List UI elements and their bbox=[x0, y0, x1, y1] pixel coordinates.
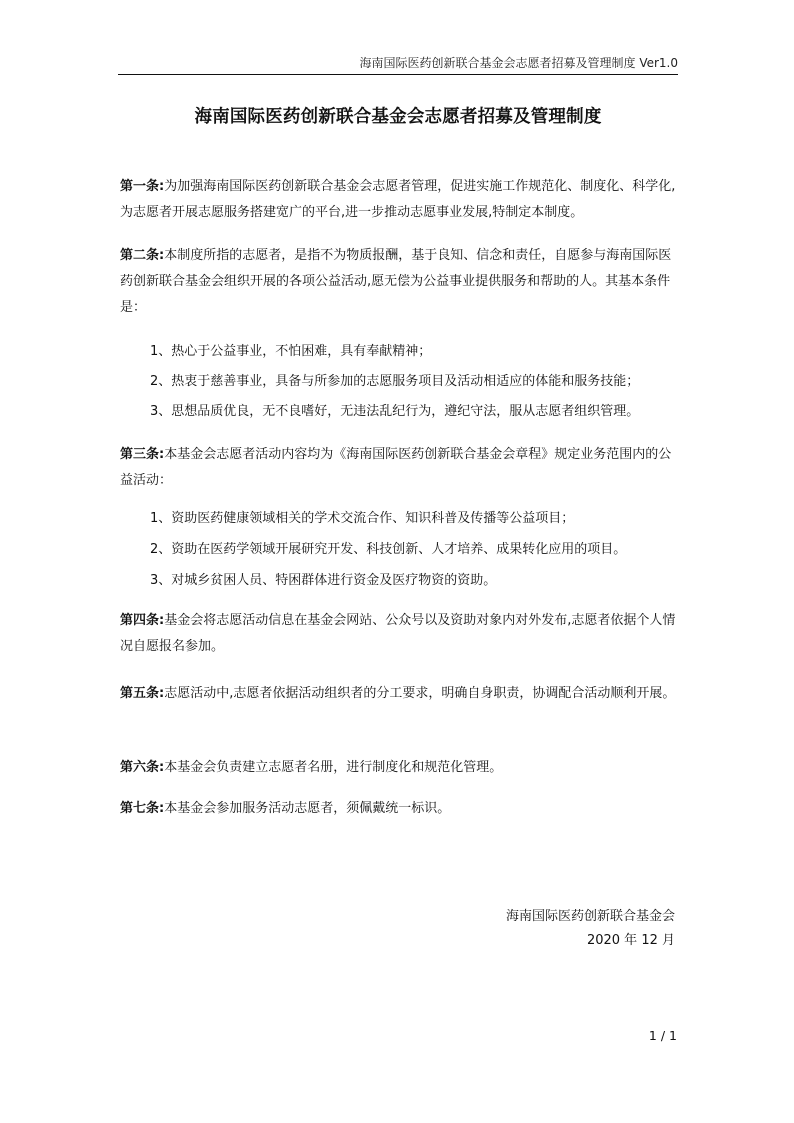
article-3-item-1: 1、资助医药健康领域相关的学术交流合作、知识科普及传播等公益项目； bbox=[150, 511, 575, 526]
article-1-text: 为加强海南国际医药创新联合基金会志愿者管理，促进实施工作规范化、制度化、科学化,为志愿者开展志愿服务搭建宽广的平台,进一步推动志愿事业发展,特制定本制度。 bbox=[120, 179, 676, 220]
article-5-heading: 第五条: bbox=[120, 686, 165, 701]
signature-date: 2020 年 12 月 bbox=[586, 933, 675, 948]
article-5-text: 志愿活动中,志愿者依据活动组织者的分工要求，明确自身职责，协调配合活动顺利开展。 bbox=[164, 686, 676, 701]
article-7 bbox=[120, 796, 680, 822]
article-3-heading: 第三条: bbox=[120, 447, 165, 462]
article-2-heading: 第二条: bbox=[120, 248, 165, 263]
article-1 bbox=[120, 174, 680, 226]
document-title: 海南国际医药创新联合基金会志愿者招募及管理制度 bbox=[194, 107, 602, 127]
article-3 bbox=[120, 442, 680, 494]
page-number: 1 / 1 bbox=[648, 1028, 677, 1043]
running-header: 海南国际医药创新联合基金会志愿者招募及管理制度 Ver1.0 bbox=[359, 56, 678, 70]
article-4-heading: 第四条: bbox=[120, 613, 165, 628]
article-3-item-2: 2、资助在医药学领域开展研究开发、科技创新、人才培养、成果转化应用的项目。 bbox=[150, 542, 627, 557]
signature-organization: 海南国际医药创新联合基金会 bbox=[505, 909, 675, 924]
article-3-item-3: 3、对城乡贫困人员、特困群体进行资金及医疗物资的资助。 bbox=[150, 573, 497, 588]
article-6-heading: 第六条: bbox=[120, 760, 165, 775]
article-6-text: 本基金会负责建立志愿者名册，进行制度化和规范化管理。 bbox=[164, 760, 503, 775]
article-5 bbox=[120, 681, 680, 707]
article-2-item-1: 1、热心于公益事业，不怕困难，具有奉献精神； bbox=[150, 344, 432, 359]
article-2-item-3: 3、思想品质优良，无不良嗜好，无违法乱纪行为，遵纪守法，服从志愿者组织管理。 bbox=[150, 404, 640, 419]
article-4 bbox=[120, 608, 680, 660]
article-7-text: 本基金会参加服务活动志愿者，须佩戴统一标识。 bbox=[164, 801, 451, 816]
article-2 bbox=[120, 243, 680, 321]
article-1-heading: 第一条: bbox=[120, 179, 165, 194]
article-7-heading: 第七条: bbox=[120, 801, 165, 816]
article-2-text: 本制度所指的志愿者，是指不为物质报酬，基于良知、信念和责任，自愿参与海南国际医药创新联合基金会组织开展的各项公益活动,愿无偿为公益事业提供服务和帮助的人。其基本条件是： bbox=[120, 248, 672, 315]
article-2-item-2: 2、热衷于慈善事业，具备与所参加的志愿服务项目及活动相适应的体能和服务技能； bbox=[150, 374, 640, 389]
article-3-text: 本基金会志愿者活动内容均为《海南国际医药创新联合基金会章程》规定业务范围内的公益活动： bbox=[120, 447, 672, 488]
article-4-text: 基金会将志愿活动信息在基金会网站、公众号以及资助对象内对外发布,志愿者依据个人情况自愿报名参加。 bbox=[120, 613, 676, 654]
article-6 bbox=[120, 755, 680, 781]
header-divider bbox=[118, 74, 678, 75]
